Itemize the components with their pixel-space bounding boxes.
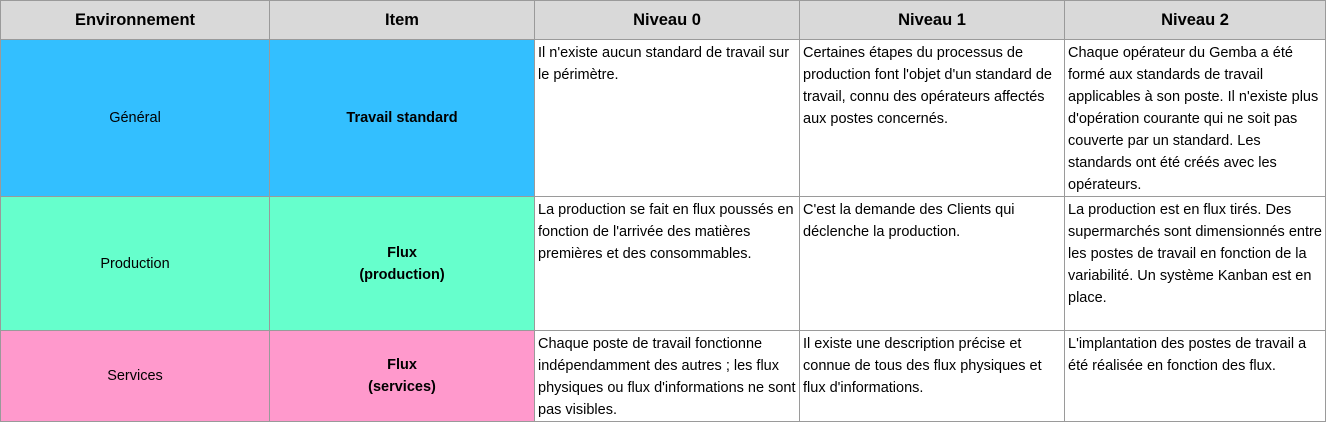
header-niveau-1: Niveau 1 bbox=[800, 1, 1065, 40]
niveau-2-cell: Chaque opérateur du Gemba a été formé aux standards de travail applicables à son poste. Il n'existe plus d'opération courante qui ne soit pas couverte par un standard. Les standards ont été créés avec les opérateurs. bbox=[1065, 40, 1326, 197]
header-environnement: Environnement bbox=[1, 1, 270, 40]
niveau-2-cell: La production est en flux tirés. Des supermarchés sont dimensionnés entre les postes de travail en fonction de la variabilité. Un système Kanban est en place. bbox=[1065, 197, 1326, 331]
niveau-2-cell: L'implantation des postes de travail a été réalisée en fonction des flux. bbox=[1065, 331, 1326, 422]
item-label: Flux bbox=[387, 244, 417, 261]
item-label: Travail standard bbox=[346, 110, 458, 126]
environment-cell: Production bbox=[1, 197, 270, 331]
item-cell bbox=[270, 40, 535, 197]
table-row bbox=[1, 197, 1326, 331]
niveau-1-cell: Certaines étapes du processus de production font l'objet d'un standard de travail, connu des opérateurs affectés aux postes concernés. bbox=[800, 40, 1065, 197]
item-cell bbox=[270, 197, 535, 331]
table-row bbox=[1, 40, 1326, 197]
environment-cell: Général bbox=[1, 40, 270, 197]
header-niveau-0: Niveau 0 bbox=[535, 1, 800, 40]
header-item: Item bbox=[270, 1, 535, 40]
niveau-0-cell: Il n'existe aucun standard de travail sur le périmètre. bbox=[535, 40, 800, 197]
niveau-1-cell: C'est la demande des Clients qui déclenche la production. bbox=[800, 197, 1065, 331]
environment-cell: Services bbox=[1, 331, 270, 422]
niveau-1-cell: Il existe une description précise et connue de tous des flux physiques et flux d'informations. bbox=[800, 331, 1065, 422]
table-row bbox=[1, 331, 1326, 422]
item-label: Flux bbox=[387, 357, 417, 373]
item-cell bbox=[270, 331, 535, 422]
niveau-0-cell: La production se fait en flux poussés en fonction de l'arrivée des matières premières et des consommables. bbox=[535, 197, 800, 331]
niveau-0-cell: Chaque poste de travail fonctionne indépendamment des autres ; les flux physiques ou flux d'informations ne sont pas visibles. bbox=[535, 331, 800, 422]
header-row bbox=[1, 1, 1326, 40]
item-sublabel: (services) bbox=[368, 379, 436, 395]
item-sublabel: (production) bbox=[359, 266, 445, 283]
header-niveau-2: Niveau 2 bbox=[1065, 1, 1326, 40]
